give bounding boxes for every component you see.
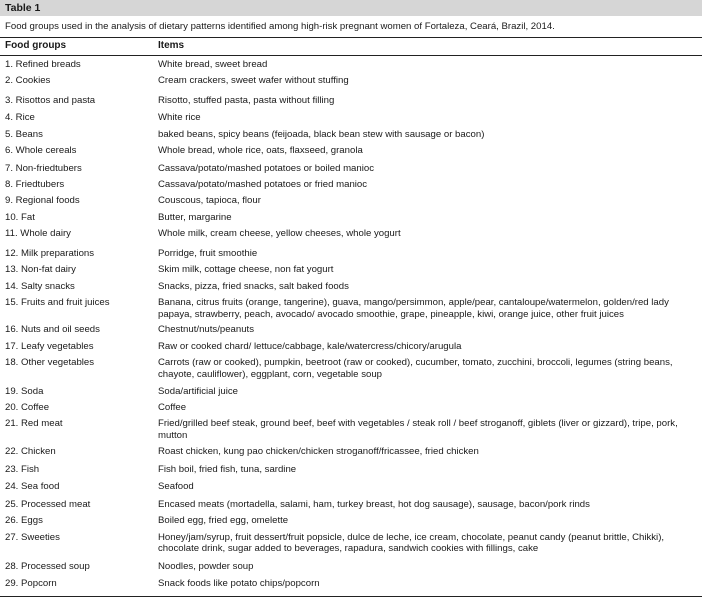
table-row [0,209,702,225]
food-group-cell: 14. Salty snacks [5,280,75,292]
food-group-cell: 18. Other vegetables [5,357,95,369]
items-cell: Chestnut/nuts/peanuts [158,324,255,336]
table-label: Table 1 [0,0,702,16]
table-row [0,354,702,382]
items-cell: baked beans, spicy beans (feijoada, black bean stew with sausage or bacon) [158,128,485,140]
table-row [0,399,702,415]
food-group-cell: 19. Soda [5,385,44,397]
food-group-cell: 16. Nuts and oil seeds [5,324,100,336]
items-cell: Snacks, pizza, fried snacks, salt baked foods [158,280,349,292]
food-group-cell: 12. Milk preparations [5,247,95,259]
food-group-cell: 17. Leafy vegetables [5,340,94,352]
food-group-cell: 27. Sweeties [5,531,60,543]
food-group-cell: 1. Refined breads [5,59,81,70]
items-cell: Raw or cooked chard/ lettuce/cabbage, kale/watercress/chicory/arugula [158,340,462,352]
table-row [0,415,702,442]
items-cell: Whole bread, whole rice, oats, flaxseed, granola [158,145,363,157]
food-group-cell: 15. Fruits and fruit juices [5,297,110,309]
table-row [0,338,702,354]
table-row [0,225,702,245]
column-header-food-groups: Food groups [5,40,67,51]
table-row [0,160,702,176]
table-row [0,192,702,208]
food-group-cell: 13. Non-fat dairy [5,264,76,276]
table-row [0,558,702,574]
items-cell: Encased meats (mortadella, salami, ham, turkey breast, hot dog sausage), sausage, bacon/pork rinds [158,499,590,510]
food-group-cell: 3. Risottos and pasta [5,95,96,107]
items-cell: Risotto, stuffed pasta, pasta without filling [158,95,335,107]
items-cell: Carrots (raw or cooked), pumpkin, beetroot (raw or cooked), cucumber, tomato, zucchini, broccoli, legumes (string beans, chayote, cauliflower), eggplant, corn, vegetable soup [158,357,673,380]
table-body [0,56,702,587]
table-row [0,278,702,294]
food-group-cell: 26. Eggs [5,515,43,527]
table-row [0,529,702,559]
table-row [0,56,702,72]
table-row [0,294,702,321]
table-row [0,245,702,261]
items-cell: Cassava/potato/mashed potatoes or boiled manioc [158,162,374,174]
items-cell: Whole milk, cream cheese, yellow cheeses, whole yogurt [158,228,401,240]
table-row [0,109,702,125]
food-group-cell: 2. Cookies [5,75,51,87]
table-row [0,575,702,588]
table-row [0,92,702,109]
food-group-cell: 21. Red meat [5,418,63,430]
items-cell: Honey/jam/syrup, fruit dessert/fruit popsicle, dulce de leche, ice cream, chocolate, peanut candy (peanut brittle, Chikki), chocolate drink, sugar added to beverages, rapadura, sandwich cookies with fillings, cake [158,531,665,555]
items-cell: Coffee [158,401,187,413]
items-cell: Couscous, tapioca, flour [158,195,261,207]
food-group-cell: 28. Processed soup [5,561,90,573]
top-rule [0,37,702,38]
food-group-cell: 6. Whole cereals [5,145,77,157]
table-row [0,261,702,277]
table-row [0,478,702,497]
food-group-cell: 4. Rice [5,112,35,124]
food-group-cell: 25. Processed meat [5,499,91,510]
food-group-cell: 24. Sea food [5,480,60,492]
food-group-cell: 20. Coffee [5,401,50,413]
items-cell: Cream crackers, sweet wafer without stuffing [158,75,349,87]
table-row [0,176,702,192]
table-row [0,496,702,512]
bottom-rule [0,596,702,597]
food-group-cell: 5. Beans [5,128,43,140]
items-cell: Seafood [158,480,194,492]
food-group-cell: 9. Regional foods [5,195,80,207]
column-header-items: Items [158,40,185,51]
items-cell: Snack foods like potato chips/popcorn [158,577,320,589]
items-cell: Fish boil, fried fish, tuna, sardine [158,464,297,476]
food-group-cell: 22. Chicken [5,445,56,457]
food-group-cell: 29. Popcorn [5,577,57,589]
items-cell: White bread, sweet bread [158,59,268,70]
table-row [0,512,702,528]
table-row [0,72,702,92]
items-cell: Porridge, fruit smoothie [158,247,258,259]
food-group-cell: 8. Friedtubers [5,179,65,191]
items-cell: Skim milk, cottage cheese, non fat yogurt [158,264,334,276]
food-group-cell: 23. Fish [5,464,40,476]
food-group-cell: 10. Fat [5,211,35,223]
items-cell: Cassava/potato/mashed potatoes or fried manioc [158,179,368,191]
items-cell: Banana, citrus fruits (orange, tangerine), guava, mango/persimmon, apple/pear, cantaloupe/watermelon, golden/red lady papaya, strawberry, peach, avocado/ avocado smoothie, grape, pineapple, kiwi, orange juice, other fruit juices [158,297,669,320]
table-row [0,443,702,462]
items-cell: Roast chicken, kung pao chicken/chicken stroganoff/fricassee, fried chicken [158,445,479,457]
table-row [0,461,702,477]
food-group-cell: 11. Whole dairy [5,228,71,240]
items-cell: Fried/grilled beef steak, ground beef, beef with vegetables / steak roll / beef stroganoff, giblets (liver or gizzard), tripe, pork, mutton [158,418,678,441]
table-row [0,142,702,159]
items-cell: Boiled egg, fried egg, omelette [158,515,289,527]
table-row [0,126,702,142]
items-cell: White rice [158,112,201,124]
items-cell: Noodles, powder soup [158,561,254,573]
food-group-cell: 7. Non-friedtubers [5,162,82,174]
table-row [0,321,702,337]
items-cell: Butter, margarine [158,211,232,223]
items-cell: Soda/artificial juice [158,385,238,397]
table-row [0,383,702,399]
table-caption: Food groups used in the analysis of dietary patterns identified among high-risk pregnant women of Fortaleza, Ceará, Brazil, 2014. [5,21,555,32]
